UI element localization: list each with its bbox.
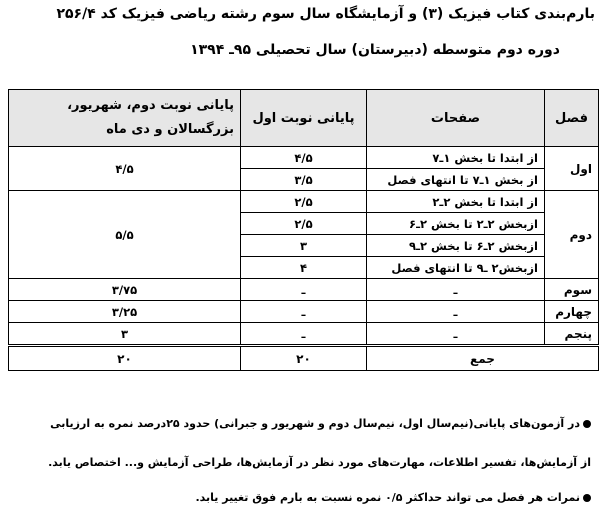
- first-term-cell: ۳/۵: [241, 169, 367, 191]
- header-pages: صفحات: [367, 90, 545, 147]
- pages-cell: از بخش ۱ـ۷ تا انتهای فصل: [367, 169, 545, 191]
- total-first-term: ۲۰: [241, 346, 367, 371]
- first-term-cell: ـ: [241, 323, 367, 346]
- note-1-text: در آزمون‌های پایانی(نیم‌سال اول، نیم‌سال دوم و شهریور و جبرانی) حدود ۲۵درصد نمره به ارزیابی: [50, 417, 580, 430]
- header-final-second: پایانی نوبت دوم، شهریور، بزرگسالان و دی ماه: [9, 90, 241, 147]
- note-2-text: نمرات هر فصل می تواند حداکثر ۰/۵ نمره نسبت به بارم فوق تغییر یابد.: [195, 491, 580, 504]
- header-chapter: فصل: [545, 90, 599, 147]
- first-term-cell: ۳: [241, 235, 367, 257]
- second-term-cell: ۳: [9, 323, 241, 346]
- table-row: [9, 279, 599, 301]
- note-1-line-2: از آزمایش‌ها، تفسیر اطلاعات، مهارت‌های مورد نظر در آزمایش‌ها، طراحی آزمایش و... اختصاص یابد.: [48, 456, 591, 469]
- pages-cell: از ابتدا تا بخش ۲ـ۲: [367, 191, 545, 213]
- bullet-icon: [583, 494, 591, 502]
- table-row: [9, 191, 599, 213]
- total-row: [9, 346, 599, 371]
- first-term-cell: ۴: [241, 257, 367, 279]
- pages-cell: ازبخش ۲ـ۶ تا بخش ۲ـ۹: [367, 235, 545, 257]
- title-line-1: بارم‌بندی کتاب فیزیک (۳) و آزمایشگاه سال سوم رشته ریاضی فیزیک کد ۲۵۶/۴: [56, 6, 595, 22]
- first-term-cell: ۴/۵: [241, 147, 367, 169]
- title-line-2: دوره دوم متوسطه (دبیرستان) سال تحصیلی ۹۵ـ ۱۳۹۴: [190, 42, 560, 58]
- chapter-cell: دوم: [545, 191, 599, 279]
- pages-cell: ازبخش ۲ـ۲ تا بخش ۲ـ۶: [367, 213, 545, 235]
- second-term-cell: ۴/۵: [9, 147, 241, 191]
- first-term-cell: ـ: [241, 301, 367, 323]
- pages-cell: ـ: [367, 323, 545, 346]
- table-row: [9, 301, 599, 323]
- note-2: [11, 491, 591, 504]
- chapter-cell: چهارم: [545, 301, 599, 323]
- chapter-cell: پنجم: [545, 323, 599, 346]
- first-term-cell: ۲/۵: [241, 213, 367, 235]
- second-term-cell: ۳/۷۵: [9, 279, 241, 301]
- pages-cell: ازبخش۲ ـ۹ تا انتهای فصل: [367, 257, 545, 279]
- total-label: جمع: [367, 346, 599, 371]
- first-term-cell: ۲/۵: [241, 191, 367, 213]
- pages-cell: از ابتدا تا بخش ۱ـ۷: [367, 147, 545, 169]
- total-second-term: ۲۰: [9, 346, 241, 371]
- second-term-cell: ۳/۲۵: [9, 301, 241, 323]
- chapter-cell: اول: [545, 147, 599, 191]
- header-final-first: پایانی نوبت اول: [241, 90, 367, 147]
- pages-cell: ـ: [367, 279, 545, 301]
- first-term-cell: ـ: [241, 279, 367, 301]
- pages-cell: ـ: [367, 301, 545, 323]
- chapter-cell: سوم: [545, 279, 599, 301]
- table-row: [9, 323, 599, 346]
- note-1-line-1: [11, 417, 591, 430]
- grade-table: [8, 89, 599, 371]
- second-term-cell: ۵/۵: [9, 191, 241, 279]
- table-row: [9, 147, 599, 169]
- table-header-row: [9, 90, 599, 147]
- bullet-icon: [583, 420, 591, 428]
